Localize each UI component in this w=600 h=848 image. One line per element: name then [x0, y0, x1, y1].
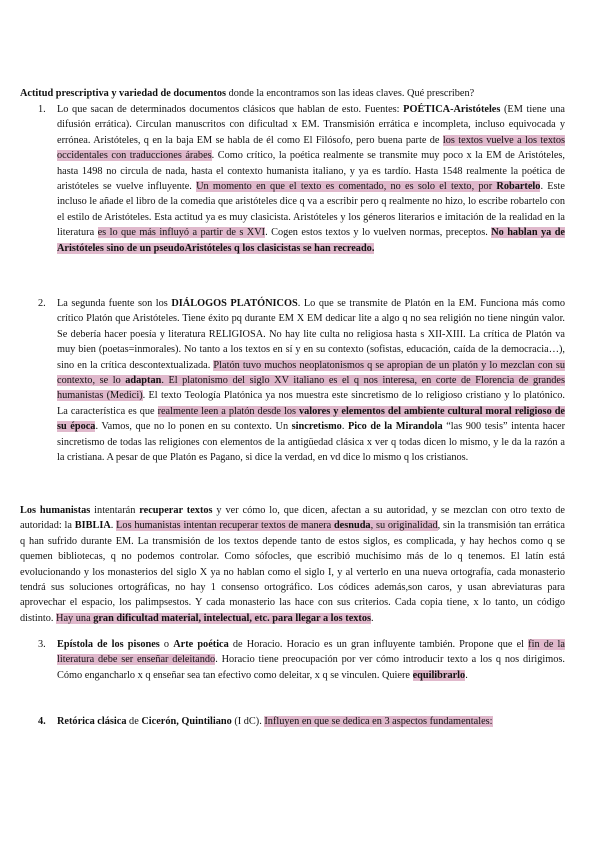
- list-number: 1.: [38, 104, 46, 115]
- highlight-run: los textos vuelve a los textos occidentales con traducciones árabes: [57, 134, 565, 162]
- list-number: 2.: [38, 298, 46, 309]
- bold-run: sincretismo: [291, 421, 342, 433]
- list-item-text: [57, 714, 565, 729]
- highlight-run: fin de la literatura debe ser enseñar deleitando: [57, 639, 565, 666]
- bold-run: valores y elementos del ambiente cultural moral religioso de su época: [57, 405, 565, 433]
- text-run: de: [126, 716, 142, 727]
- text-run: .: [110, 520, 117, 532]
- intro-paragraph: [20, 86, 575, 101]
- highlight-bold-run: No hablan ya de Aristóteles sino de un pseudoAristóteles q los clasicistas se han recreado.: [57, 227, 565, 254]
- text-run: (I dC).: [231, 716, 265, 727]
- text-run: “las 900 tesis” intenta hacer sincretismo de todas las religiones con elementos de la antigüedad clásica x ver q todas dicen lo mismo, y le da la razón a la cristiana. A pesar de que Platón es Pagano, si dice la verdad, en vd dice lo mismo q los cristianos.: [57, 421, 566, 464]
- bold-run: Pico de la Mirandola: [347, 421, 443, 433]
- text-run: Lo que sacan de determinados documentos clásicos que hablan de esto. Fuentes:: [57, 104, 404, 115]
- list-item-text: [57, 637, 565, 683]
- text-run: .: [465, 669, 468, 681]
- highlight-run: [116, 520, 437, 531]
- text-run: , su originalidad: [370, 520, 438, 532]
- text-run: . Vamos, que no lo ponen en su contexto. Un: [95, 421, 292, 433]
- text-run: . Lo que se transmite de Platón en la EM. Funciona más como crítico Platón que Aristóteles. Tiene éxito pq durante EM X EM dedicar lite a algo q no sea religión no tiene ningún valor. Se debería hacer poesía y literatura RELIGIOSA. No hay lite culta no religiosa hasta s XII-XIII. La crítica de Platón va muy bien (poetas=inmorales). No tanto a los textos en sí y en su contexto (sofistas, educación, caída de la democracia…), sino en la crítica descontextualizada.: [57, 298, 565, 371]
- text-run: Hay una: [56, 612, 94, 624]
- bold-run: BIBLIA: [74, 520, 111, 532]
- bold-run: Epístola de los pisones: [57, 639, 160, 650]
- text-run: Los humanistas intentan recuperar textos de manera: [116, 520, 334, 532]
- text-run: Un momento en que el texto es comentado, no es solo el texto, por: [196, 181, 497, 193]
- text-run: . El platonismo del siglo XV italiano es el q nos interesa, en corte de Florencia de grandes humanistas (Medici): [57, 375, 565, 402]
- text-run: . Como crítico, la poética realmente se transmite muy poco x la EM de Aristóteles, hasta 1498 no circula de nada, hasta el contexto humanista italiano, y ya es tardío. Hasta 1548 realmente la poética de aristóteles se vuelve influyente.: [57, 150, 565, 193]
- bold-run: Cicerón, Quintiliano: [141, 716, 232, 727]
- intro-title: Actitud prescriptiva y variedad de documentos: [20, 88, 227, 99]
- highlight-run: [196, 181, 540, 192]
- text-run: , sin la transmisión tan errática q han sufrido durante EM. La transmisión de los textos depende tanto de estos siglos, es complicada, y hay hechos como q se quemen bibliotecas, q no podemos controlar. Como sófocles, que escribió muchísimo más de lo q tenemos. El latín está evolucionando y los monasterios del siglo X ya no hablan como el siglo I, y al verterlo en una nueva ortografía, cada monasterio tendrá sus soluciones ortográficas, no hay 1 consenso ortográfico. Los códices además,son caros, y usan abreviaturas para aprovechar el espacio, los palimpsestos. Y cada monasterio las hace con sus criterios. Cada copia tiene, x lo tanto, un código distinto.: [20, 520, 565, 624]
- text-run: .: [341, 421, 348, 433]
- text-run: Platón tuvo muchos neoplatonismos q se apropian de un platón y lo mezclan con su contexto, se lo: [57, 359, 565, 387]
- list-number: 3.: [38, 639, 46, 650]
- text-run: .: [371, 612, 374, 624]
- list-item-text: [57, 296, 565, 465]
- list-number: 4.: [38, 716, 46, 727]
- highlight-run: [56, 613, 371, 624]
- text-run: La segunda fuente son los: [57, 298, 172, 309]
- bold-run: Los humanistas: [20, 505, 91, 516]
- highlight-run: Influyen en que se dedica en 3 aspectos fundamentales:: [264, 716, 493, 727]
- bold-run: DIÁLOGOS PLATÓNICOS: [171, 298, 298, 309]
- text-run: de Horacio. Horacio es un gran influyente también. Propone que el: [228, 639, 529, 650]
- text-run: y ver cómo lo, que dicen, afectan a su autoridad, y se mezclan con otro texto de autoridad: la: [20, 505, 565, 532]
- text-run: (EM tiene una difusión errática). Circulan manuscritos con dificultad x EM. Transmisión errática e incompleta, incluso equivocada y errónea. Aristóteles, q en la baja EM se habla de él como El Filósofo, pero buena parte de: [57, 104, 565, 146]
- bold-run: gran dificultad material, intelectual, etc. para llegar a los textos: [93, 612, 371, 624]
- bold-run: adaptan: [125, 375, 162, 387]
- bold-run: desnuda: [333, 520, 371, 532]
- highlight-run: es lo que más influyó a partir de s XVI: [97, 227, 266, 239]
- humanistas-paragraph: [20, 503, 565, 626]
- bold-run: POÉTICA-Aristóteles: [403, 104, 501, 115]
- text-run: . Horacio tiene preocupación por ver cómo introducir texto a los q nos dirigimos. Cómo engancharlo x q enseñar sea tan efectivo como deleitar, x q se vinculen. Quiere: [57, 654, 565, 681]
- text-run: . Este incluso le añade el libro de la comedia que aristóteles dice q va a escribir pero q realmente no hizo, lo escribe robartelo con el estilo de Aristóteles. Esta actitud ya es muy clasicista. Aristóteles y los géneros literarios e imitación de la realidad en la literatura: [57, 181, 565, 239]
- list-item-text: [57, 102, 565, 256]
- bold-run: recuperar textos: [139, 505, 213, 516]
- highlight-bold-run: equilibrarlo: [412, 669, 466, 681]
- bold-run: Robartelo: [496, 181, 541, 193]
- bold-run: Retórica clásica: [57, 716, 127, 727]
- text-run: . El texto Teología Platónica ya nos muestra este sincretismo de lo religioso cristiano y lo platónico. La característica es que: [57, 390, 566, 417]
- intro-text: donde la encontramos son las ideas claves. Qué prescriben?: [226, 88, 475, 99]
- text-run: intentarán: [90, 505, 140, 516]
- text-run: . Cogen estos textos y lo vuelven normas, preceptos.: [265, 227, 492, 239]
- text-run: realmente leen a platón desde los: [157, 405, 299, 417]
- text-run: o: [159, 639, 174, 650]
- bold-run: Arte poética: [173, 639, 229, 650]
